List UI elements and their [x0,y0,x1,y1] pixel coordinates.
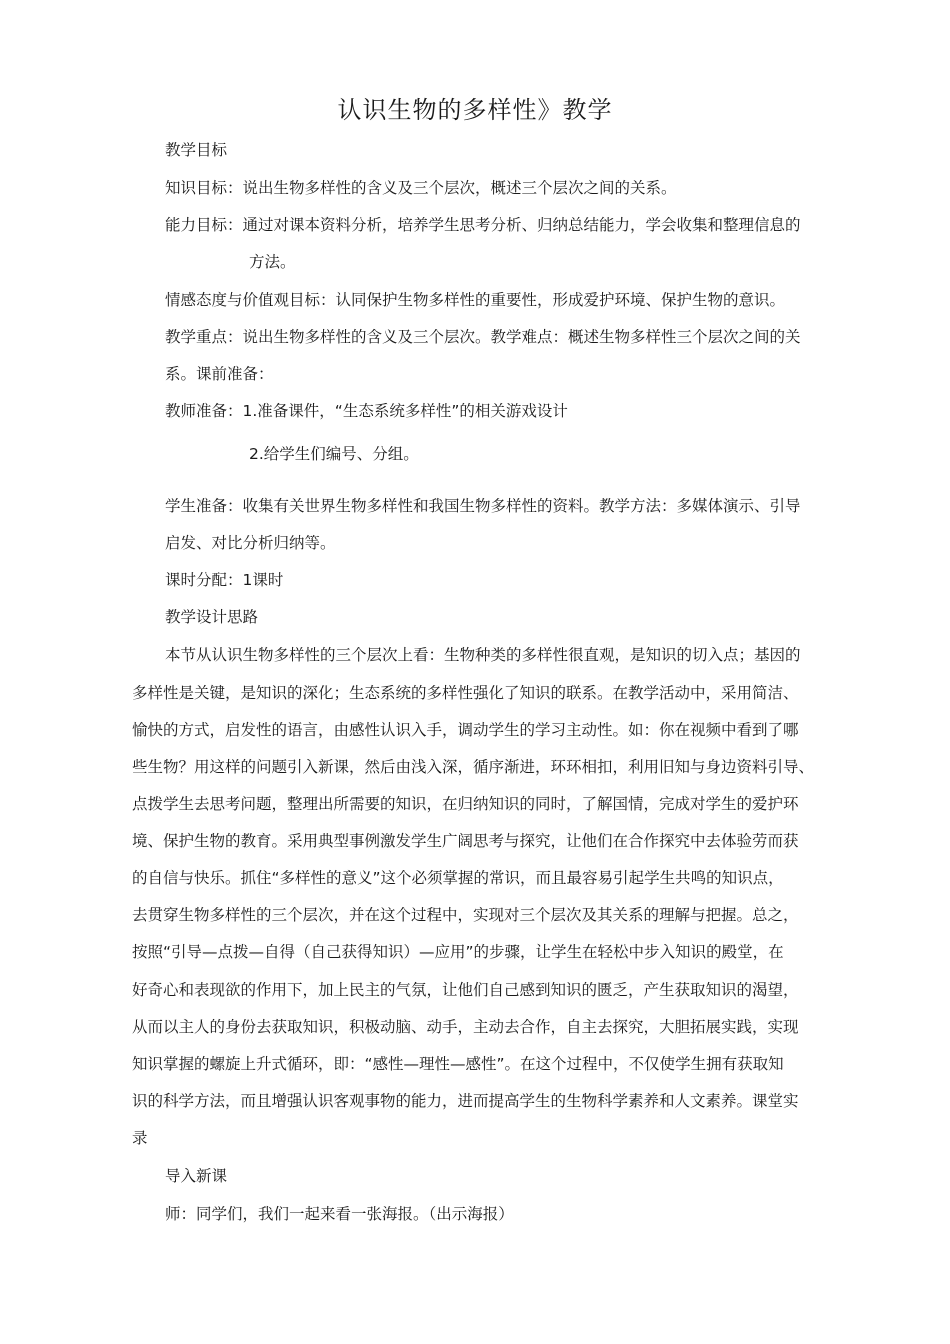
heading-teaching-goals: 教学目标 [165,141,228,159]
paragraph-line: 去贯穿生物多样性的三个层次，并在这个过程中，实现对三个层次及其关系的理解与把握。总之， [132,906,799,924]
paragraph-line: 的自信与快乐。抓住“多样性的意义”这个必须掌握的常识，而且最容易引起学生共鸣的知识点， [132,869,784,887]
knowledge-goal: 知识目标：说出生物多样性的含义及三个层次，概述三个层次之间的关系。 [165,179,677,197]
attitude-goal: 情感态度与价值观目标：认同保护生物多样性的重要性，形成爱护环境、保护生物的意识。 [165,291,786,309]
class-hours: 课时分配：1课时 [165,571,284,589]
ability-goal: 能力目标：通过对课本资料分析，培养学生思考分析、归纳总结能力，学会收集和整理信息的 [165,216,801,234]
paragraph-line: 境、保护生物的教育。采用典型事例激发学生广阔思考与探究，让他们在合作探究中去体验劳而获 [132,832,799,850]
paragraph-line: 多样性是关键，是知识的深化；生态系统的多样性强化了知识的联系。在教学活动中，采用简洁、 [132,684,799,702]
paragraph-line: 从而以主人的身份去获取知识，积极动脑、动手，主动去合作，自主去探究，大胆拓展实践，实现 [132,1018,799,1036]
teacher-prep-item-2: 2.给学生们编号、分组。 [249,445,419,463]
paragraph-line: 录 [132,1129,148,1147]
heading-intro: 导入新课 [165,1167,228,1185]
paragraph-line: 愉快的方式，启发性的语言，由感性认识入手，调动学生的学习主动性。如：你在视频中看到了哪 [132,721,799,739]
student-prep: 学生准备：收集有关世界生物多样性和我国生物多样性的资料。教学方法：多媒体演示、引导 [165,497,801,515]
paragraph-line: 好奇心和表现欲的作用下，加上民主的气氛，让他们自己感到知识的匮乏，产生获取知识的渴望， [132,981,799,999]
student-prep-cont: 启发、对比分析归纳等。 [165,534,336,552]
document-title: 认识生物的多样性》教学 [337,96,613,124]
paragraph-line: 识的科学方法，而且增强认识客观事物的能力，进而提高学生的生物科学素养和人文素养。课堂实 [132,1092,799,1110]
teacher-prep: 教师准备：1.准备课件，“生态系统多样性”的相关游戏设计 [165,402,568,420]
teacher-line: 师：同学们，我们一起来看一张海报。（出示海报） [165,1205,514,1223]
key-points: 教学重点：说出生物多样性的含义及三个层次。教学难点：概述生物多样性三个层次之间的关 [165,328,801,346]
paragraph-line: 些生物？用这样的问题引入新课，然后由浅入深，循序渐进，环环相扣，利用旧知与身边资料引导、 [132,758,815,776]
paragraph-line: 知识掌握的螺旋上升式循环，即：“感性—理性—感性”。在这个过程中，不仅使学生拥有获取知 [132,1055,784,1073]
ability-goal-cont: 方法。 [249,253,296,271]
paragraph-line: 按照“引导—点拨—自得（自己获得知识）—应用”的步骤，让学生在轻松中步入知识的殿堂，在 [132,943,784,961]
paragraph-line: 本节从认识生物多样性的三个层次上看：生物种类的多样性很直观，是知识的切入点；基因的 [165,646,801,664]
key-points-cont: 系。课前准备： [165,365,274,383]
heading-design-idea: 教学设计思路 [165,608,259,626]
paragraph-line: 点拨学生去思考问题，整理出所需要的知识，在归纳知识的同时，了解国情，完成对学生的爱护环 [132,795,799,813]
